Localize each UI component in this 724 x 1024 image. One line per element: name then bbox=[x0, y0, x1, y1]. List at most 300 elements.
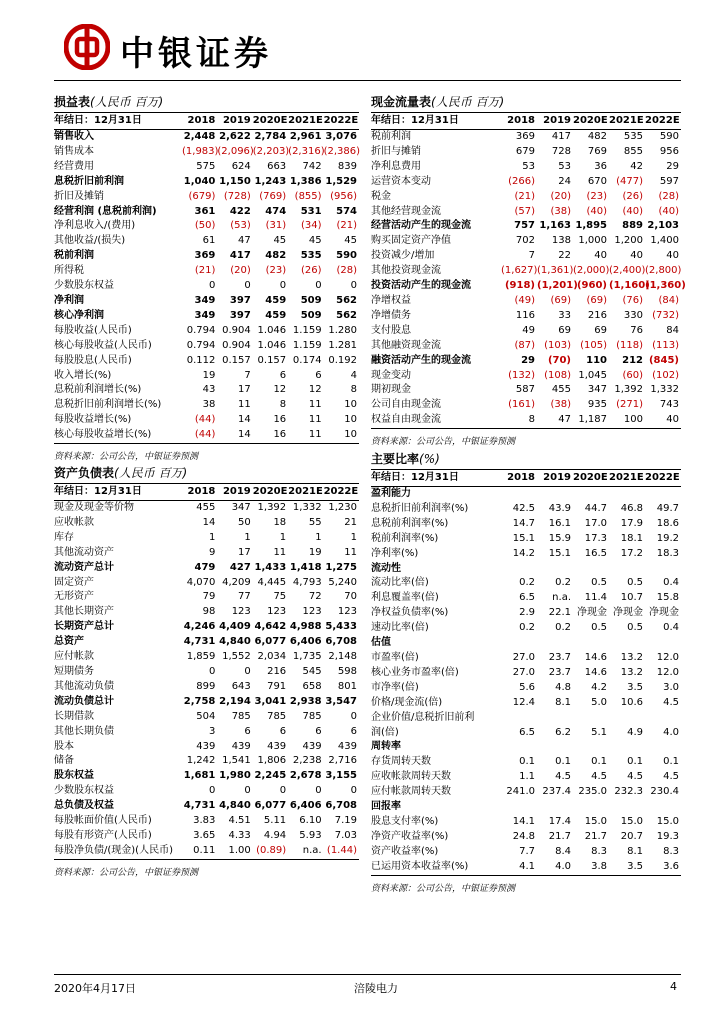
table-cell: (26) bbox=[622, 190, 643, 202]
table-cell: (70) bbox=[547, 354, 571, 366]
row-label: 每股收益(人民币) bbox=[54, 324, 132, 336]
row-label: 应收帐款 bbox=[54, 516, 94, 528]
table-cell: (38) bbox=[550, 399, 571, 411]
table-row bbox=[371, 621, 681, 636]
table-cell: 8.1 bbox=[555, 696, 571, 708]
table-row bbox=[54, 130, 359, 145]
table-cell: 439 bbox=[267, 740, 287, 752]
table-cell bbox=[609, 487, 645, 502]
table-row bbox=[54, 279, 359, 294]
table-cell: (87) bbox=[514, 339, 535, 351]
table-row bbox=[54, 219, 359, 234]
table-row bbox=[54, 754, 359, 769]
table-cell: 4.51 bbox=[228, 815, 251, 827]
table-cell: 785 bbox=[267, 710, 287, 722]
row-label: 固定资产 bbox=[54, 576, 94, 588]
table-cell: 12 bbox=[308, 384, 322, 396]
table-cell: (2,203) bbox=[252, 145, 290, 157]
table-row bbox=[371, 130, 681, 145]
row-label: 存货周转天数 bbox=[371, 756, 431, 768]
table-cell: 0.794 bbox=[186, 324, 216, 336]
table-cell: 6.2 bbox=[555, 726, 571, 738]
income-statement-panel bbox=[54, 92, 359, 462]
table-cell: (679) bbox=[188, 190, 216, 202]
table-cell bbox=[609, 636, 645, 651]
table-cell: (0.89) bbox=[253, 844, 288, 859]
row-label: 权益自由现金流 bbox=[371, 413, 501, 428]
table-cell: 4,246 bbox=[183, 621, 216, 633]
table-cell: 0 bbox=[350, 710, 357, 722]
table-cell bbox=[537, 487, 573, 502]
table-cell: (31) bbox=[265, 220, 287, 232]
table-cell: (956) bbox=[330, 190, 357, 202]
table-cell: 6 bbox=[350, 725, 357, 737]
table-cell: (21) bbox=[194, 265, 216, 277]
table-cell: (1,627) bbox=[501, 265, 538, 277]
table-row bbox=[371, 324, 681, 339]
table-cell: 69 bbox=[594, 324, 607, 336]
row-label: 购买固定资产净值 bbox=[371, 235, 451, 247]
income-title: 损益表(人民币 百万) bbox=[54, 92, 359, 113]
table-cell: 47 bbox=[537, 413, 573, 428]
table-cell: 19.2 bbox=[656, 532, 679, 544]
column-header: 2020E bbox=[253, 113, 288, 130]
table-cell: 369 bbox=[515, 131, 535, 142]
table-cell: 53 bbox=[558, 160, 571, 172]
table-row bbox=[54, 590, 359, 605]
table-cell: (918) bbox=[504, 280, 535, 292]
table-row bbox=[371, 666, 681, 681]
table-row bbox=[371, 219, 681, 234]
table-cell bbox=[501, 562, 537, 577]
table-cell: 4,209 bbox=[222, 576, 251, 588]
column-header: 2022E bbox=[645, 113, 681, 130]
table-cell: 482 bbox=[265, 250, 287, 262]
table-cell: (69) bbox=[586, 294, 607, 306]
table-cell bbox=[501, 711, 537, 726]
table-cell: 839 bbox=[337, 160, 357, 172]
table-cell: 0.1 bbox=[627, 756, 643, 768]
row-label: 税金 bbox=[371, 190, 391, 202]
table-cell: 6.5 bbox=[519, 592, 535, 604]
table-cell: 15.1 bbox=[548, 547, 571, 559]
table-cell: 216 bbox=[267, 665, 287, 677]
table-row bbox=[371, 234, 681, 249]
table-cell: 38 bbox=[202, 399, 216, 411]
table-cell: 1.159 bbox=[292, 324, 322, 336]
table-cell: 3.6 bbox=[645, 860, 681, 875]
table-cell: 0 bbox=[244, 665, 251, 677]
table-cell: 69 bbox=[558, 324, 571, 336]
table-cell bbox=[501, 636, 537, 651]
table-cell: (2,386) bbox=[323, 145, 360, 157]
table-cell: 6 bbox=[279, 725, 287, 737]
table-cell: 13.2 bbox=[620, 666, 643, 678]
table-cell: 1 bbox=[209, 531, 216, 543]
column-header: 2019 bbox=[537, 113, 573, 130]
table-cell: 590 bbox=[659, 131, 679, 142]
row-label: 净利润 bbox=[54, 294, 84, 306]
column-header: 2019 bbox=[537, 470, 573, 487]
table-cell: 18 bbox=[273, 516, 287, 528]
column-header: 2022E bbox=[324, 113, 359, 130]
table-row bbox=[371, 800, 681, 815]
table-cell: 6 bbox=[279, 369, 287, 381]
balance-sheet-panel bbox=[54, 463, 359, 878]
table-cell: 14.6 bbox=[584, 651, 607, 663]
table-row bbox=[371, 339, 681, 354]
footer-rule bbox=[54, 974, 681, 975]
table-row bbox=[371, 369, 681, 384]
row-label: 已运用资本收益率(%) bbox=[371, 860, 501, 875]
table-cell: 14.2 bbox=[512, 547, 535, 559]
table-cell: 23.7 bbox=[548, 651, 571, 663]
table-cell: 42.5 bbox=[512, 502, 535, 514]
table-cell: 232.3 bbox=[614, 786, 643, 798]
table-cell: (2,800) bbox=[645, 265, 682, 277]
table-cell: 17.0 bbox=[584, 517, 607, 529]
row-label: 无形资产 bbox=[54, 591, 94, 603]
table-cell: 15.0 bbox=[584, 815, 607, 827]
table-cell: 2,938 bbox=[289, 695, 322, 707]
table-cell: 6 bbox=[244, 725, 251, 737]
table-cell: 2,961 bbox=[289, 131, 322, 142]
table-cell: 757 bbox=[514, 220, 535, 232]
table-cell: 116 bbox=[515, 309, 535, 321]
table-cell: (855) bbox=[294, 190, 322, 202]
table-cell: 46.8 bbox=[620, 502, 643, 514]
table-row bbox=[54, 145, 359, 160]
row-label: 息税折旧前利润率(%) bbox=[371, 502, 469, 514]
table-row bbox=[54, 354, 359, 369]
table-cell: 562 bbox=[336, 309, 357, 321]
table-row bbox=[54, 369, 359, 384]
table-cell: 0 bbox=[350, 785, 357, 797]
table-cell: 427 bbox=[229, 561, 251, 573]
table-cell: 361 bbox=[194, 205, 216, 217]
row-label: 股息支付率(%) bbox=[371, 815, 439, 827]
table-cell: 14 bbox=[238, 414, 251, 426]
table-cell: 18.1 bbox=[620, 532, 643, 544]
table-cell: 8 bbox=[350, 384, 357, 396]
table-cell: 43.9 bbox=[548, 502, 571, 514]
table-row bbox=[371, 860, 681, 875]
table-cell: 6,406 bbox=[289, 636, 322, 648]
table-cell: 2,245 bbox=[254, 770, 287, 782]
table-row bbox=[54, 175, 359, 190]
table-cell: 3.5 bbox=[609, 860, 645, 875]
table-cell: 27.0 bbox=[512, 666, 535, 678]
table-row bbox=[371, 591, 681, 606]
table-cell: 3,076 bbox=[325, 131, 357, 142]
table-cell: 1,163 bbox=[539, 220, 571, 232]
column-header: 2020E bbox=[573, 113, 609, 130]
row-label: 每股股息(人民币) bbox=[54, 354, 132, 366]
table-cell: 21.7 bbox=[548, 830, 571, 842]
cashflow-table bbox=[371, 113, 686, 429]
table-cell: (20) bbox=[550, 190, 571, 202]
table-cell: (732) bbox=[652, 309, 679, 321]
table-cell: 241.0 bbox=[506, 786, 535, 798]
table-cell: 5,433 bbox=[325, 621, 357, 633]
table-cell: 19 bbox=[202, 369, 216, 381]
row-label: 流动资产总计 bbox=[54, 561, 114, 573]
row-label: 每股有形资产(人民币) bbox=[54, 829, 152, 841]
table-cell: 4 bbox=[350, 369, 357, 381]
table-row bbox=[371, 740, 681, 755]
table-cell: 7.03 bbox=[334, 829, 357, 841]
table-cell: 769 bbox=[587, 145, 607, 157]
table-cell bbox=[537, 740, 573, 755]
table-cell: 12.0 bbox=[656, 651, 679, 663]
table-cell: 4,793 bbox=[292, 576, 322, 588]
table-cell: 7 bbox=[528, 250, 535, 262]
table-cell: 11 bbox=[238, 399, 251, 411]
table-row bbox=[371, 205, 681, 220]
table-cell: 123 bbox=[302, 606, 322, 618]
table-cell: 110 bbox=[586, 354, 607, 366]
column-header: 2021E bbox=[288, 484, 323, 501]
row-label: 其他投资现金流 bbox=[371, 265, 441, 277]
table-cell: 1.159 bbox=[292, 339, 322, 351]
table-cell: 10.6 bbox=[620, 696, 643, 708]
table-cell: 598 bbox=[337, 665, 357, 677]
row-label: 流动比率(倍) bbox=[371, 577, 429, 589]
table-cell: 0.5 bbox=[627, 577, 643, 589]
table-cell: 4.94 bbox=[263, 829, 287, 841]
table-row bbox=[371, 845, 681, 860]
header-rule bbox=[54, 80, 681, 81]
table-cell: 2,034 bbox=[257, 651, 287, 663]
table-cell: 4.33 bbox=[228, 829, 251, 841]
table-row bbox=[371, 770, 681, 785]
table-cell: 397 bbox=[229, 309, 251, 321]
table-cell: 1,980 bbox=[219, 770, 251, 782]
table-cell bbox=[501, 800, 537, 815]
table-cell: 50 bbox=[238, 516, 251, 528]
table-cell: (132) bbox=[508, 369, 535, 381]
table-cell: 8 bbox=[501, 413, 537, 428]
row-label: 市盈率(倍) bbox=[371, 651, 419, 663]
table-row bbox=[54, 516, 359, 531]
row-label: 净增权益 bbox=[371, 294, 411, 306]
table-cell: 2,148 bbox=[328, 651, 357, 663]
table-cell: 23.7 bbox=[548, 666, 571, 678]
row-label: 销售收入 bbox=[54, 131, 94, 142]
table-cell: 1,418 bbox=[289, 561, 322, 573]
table-cell: 27.0 bbox=[512, 651, 535, 663]
table-cell: (1,360) bbox=[645, 280, 686, 292]
table-cell: 397 bbox=[229, 294, 251, 306]
row-label: 其他长期负债 bbox=[54, 725, 114, 737]
row-label: 税前利润率(%) bbox=[371, 532, 439, 544]
row-label: 现金及现金等价物 bbox=[54, 502, 134, 513]
row-label: 息税折旧前利润增长(%) bbox=[54, 399, 162, 411]
ratios-source: 资料来源：公司公告，中银证券预测 bbox=[371, 883, 516, 894]
table-row bbox=[54, 190, 359, 205]
brand-name: 中银证券 bbox=[120, 34, 272, 74]
table-cell: 349 bbox=[194, 294, 216, 306]
table-row bbox=[371, 279, 681, 294]
table-cell: 702 bbox=[515, 235, 535, 247]
row-label: 净增债务 bbox=[371, 309, 411, 321]
table-cell: 439 bbox=[302, 740, 322, 752]
table-cell: 0 bbox=[244, 785, 251, 797]
row-label: 少数股东权益 bbox=[54, 280, 114, 292]
table-cell bbox=[645, 800, 681, 815]
table-cell: 230.4 bbox=[650, 786, 679, 798]
row-label: 净利率(%) bbox=[371, 547, 419, 559]
table-row bbox=[54, 620, 359, 635]
table-cell: (40) bbox=[658, 205, 679, 217]
table-cell: 17.2 bbox=[620, 547, 643, 559]
table-cell: (1,361) bbox=[537, 265, 574, 277]
table-cell bbox=[537, 711, 573, 726]
row-label: 息税前利润增长(%) bbox=[54, 384, 142, 396]
row-label: 流动负债总计 bbox=[54, 695, 114, 707]
table-cell: (2,000) bbox=[573, 265, 610, 277]
table-cell: 417 bbox=[551, 131, 571, 142]
table-cell: 509 bbox=[300, 309, 322, 321]
table-cell: 7.19 bbox=[334, 815, 357, 827]
table-cell: 474 bbox=[265, 205, 287, 217]
row-label: 税前利润 bbox=[371, 131, 411, 142]
table-cell bbox=[573, 487, 609, 502]
table-cell bbox=[573, 740, 609, 755]
table-cell: 4.5 bbox=[627, 771, 643, 783]
table-cell: 3,041 bbox=[254, 695, 287, 707]
table-cell: 2,238 bbox=[292, 755, 322, 767]
table-row bbox=[54, 398, 359, 413]
table-cell: 4.5 bbox=[591, 771, 607, 783]
row-label: 库存 bbox=[54, 531, 74, 543]
table-cell: (1,160) bbox=[609, 280, 650, 292]
row-label: 核心每股收益(人民币) bbox=[54, 339, 152, 351]
table-cell bbox=[573, 711, 609, 726]
table-row bbox=[371, 815, 681, 830]
table-cell: 17.9 bbox=[620, 517, 643, 529]
table-cell: 15.0 bbox=[620, 815, 643, 827]
table-row bbox=[54, 635, 359, 650]
table-cell: 8.4 bbox=[555, 845, 571, 857]
row-label: 短期债务 bbox=[54, 665, 94, 677]
table-cell: 4,988 bbox=[289, 621, 322, 633]
table-cell: 5.0 bbox=[591, 696, 607, 708]
table-cell: 10 bbox=[324, 428, 359, 443]
table-cell: 40 bbox=[666, 250, 679, 262]
table-cell: 0 bbox=[279, 785, 287, 797]
table-cell: (21) bbox=[336, 220, 357, 232]
table-cell: 509 bbox=[300, 294, 322, 306]
table-row bbox=[371, 547, 681, 562]
row-label: 所得税 bbox=[54, 265, 84, 277]
table-cell: (84) bbox=[658, 294, 679, 306]
table-cell: 1.280 bbox=[328, 324, 357, 336]
table-cell: 956 bbox=[659, 145, 679, 157]
table-cell: 98 bbox=[202, 606, 216, 618]
table-row bbox=[371, 517, 681, 532]
table-cell: 72 bbox=[308, 591, 322, 603]
table-cell: 4,840 bbox=[219, 800, 251, 812]
table-cell: (1,201) bbox=[537, 280, 578, 292]
balance-source: 资料来源：公司公告，中银证券预测 bbox=[54, 867, 199, 878]
table-cell: 1,529 bbox=[325, 175, 357, 187]
table-cell: (76) bbox=[622, 294, 643, 306]
table-cell: 0.5 bbox=[627, 622, 643, 634]
table-cell: 76 bbox=[630, 324, 643, 336]
table-cell: 0.157 bbox=[257, 354, 287, 366]
table-cell: (44) bbox=[194, 414, 216, 426]
row-label: 资产收益率(%) bbox=[371, 845, 439, 857]
table-cell: 1,541 bbox=[222, 755, 251, 767]
table-cell: 3.5 bbox=[627, 681, 643, 693]
table-row bbox=[371, 562, 681, 577]
table-cell: 1,895 bbox=[575, 220, 607, 232]
table-cell: (60) bbox=[622, 369, 643, 381]
table-row bbox=[54, 844, 359, 859]
table-cell: 44.7 bbox=[584, 502, 607, 514]
table-cell: 2,678 bbox=[289, 770, 322, 782]
table-cell: 42 bbox=[630, 160, 643, 172]
table-cell: 12.4 bbox=[512, 696, 535, 708]
table-row bbox=[54, 413, 359, 428]
table-cell: 6,708 bbox=[325, 800, 357, 812]
table-cell: 1,000 bbox=[578, 235, 607, 247]
table-cell: 237.4 bbox=[542, 786, 571, 798]
ratios-table bbox=[371, 470, 681, 876]
boc-logo-icon bbox=[64, 24, 110, 70]
table-cell: 19 bbox=[308, 546, 322, 558]
table-cell: 138 bbox=[551, 235, 571, 247]
row-label: 公司自由现金流 bbox=[371, 399, 441, 411]
table-cell: 0.2 bbox=[555, 577, 571, 589]
table-cell: (20) bbox=[230, 265, 251, 277]
table-cell: 855 bbox=[623, 145, 643, 157]
table-cell: 33 bbox=[558, 309, 571, 321]
table-row bbox=[54, 531, 359, 546]
table-cell: (960) bbox=[576, 280, 607, 292]
table-cell: 3.83 bbox=[193, 815, 216, 827]
row-label: 投资活动产生的现金流 bbox=[371, 280, 471, 292]
table-cell: 1 bbox=[350, 531, 357, 543]
table-cell: (38) bbox=[550, 205, 571, 217]
table-cell: 11 bbox=[308, 414, 322, 426]
row-label: 其他收益/(损失) bbox=[54, 235, 126, 247]
table-cell: 1,150 bbox=[219, 175, 251, 187]
table-cell: 净现金 bbox=[649, 607, 679, 619]
table-row bbox=[371, 755, 681, 770]
table-cell: 21.7 bbox=[584, 830, 607, 842]
table-cell: 3.8 bbox=[573, 860, 609, 875]
table-cell: 459 bbox=[265, 294, 287, 306]
row-label: 折旧及摊销 bbox=[54, 190, 104, 202]
table-cell: (40) bbox=[586, 205, 607, 217]
table-cell: 728 bbox=[551, 145, 571, 157]
table-row bbox=[371, 160, 681, 175]
table-cell: 净现金 bbox=[613, 607, 643, 619]
table-row bbox=[54, 249, 359, 264]
table-cell: (2,400) bbox=[609, 265, 646, 277]
balance-title: 资产负债表(人民币 百万) bbox=[54, 463, 359, 484]
table-cell: 29 bbox=[666, 160, 679, 172]
table-cell: 482 bbox=[587, 131, 607, 142]
table-row bbox=[371, 249, 681, 264]
table-cell: 0.4 bbox=[663, 577, 679, 589]
table-cell: 5.93 bbox=[299, 829, 322, 841]
table-cell: 1,735 bbox=[292, 651, 322, 663]
row-label: 周转率 bbox=[371, 741, 401, 753]
table-cell: 0.1 bbox=[555, 756, 571, 768]
